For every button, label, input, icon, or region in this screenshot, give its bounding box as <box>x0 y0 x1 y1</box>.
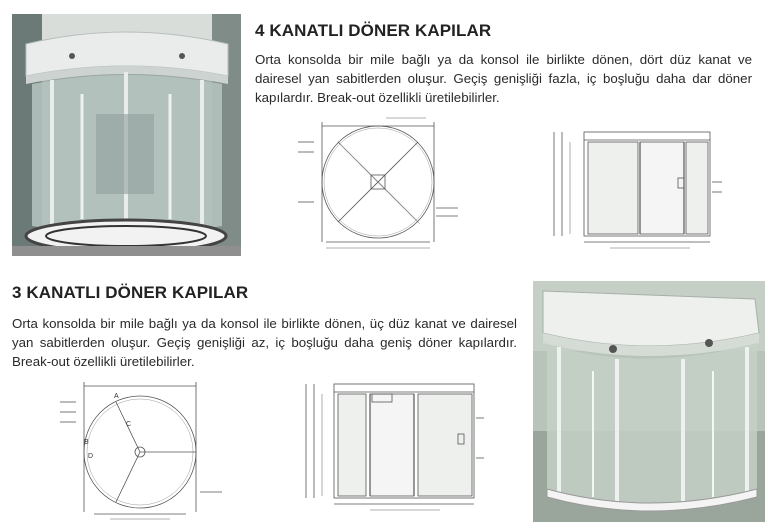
section-description-three-wing: Orta konsolda bir mile bağlı ya da konsol ile birlikte dönen, üç düz kanat ve dairesel yan sabitlerden oluşur. Geçiş genişliği az, iç boşluğu daha geniş döner kapılardır. Break-out özellikli üretilebilirler. <box>12 316 517 369</box>
four-wing-elevation-drawing <box>540 122 726 250</box>
three-wing-door-photo <box>533 281 765 522</box>
section-title-four-wing: 4 KANATLI DÖNER KAPILAR <box>255 21 492 40</box>
four-wing-plan-drawing <box>286 112 470 258</box>
label-a: A <box>114 393 119 400</box>
label-b: B <box>84 439 89 446</box>
four-wing-door-photo <box>12 14 241 256</box>
label-d: D <box>88 453 94 460</box>
section-description-four-wing: Orta konsolda bir mile bağlı ya da konsol ile birlikte dönen, dört düz kanat ve dairesel yan sabitlerden oluşur. Geçiş genişliği fazla, iç boşluğu daha dar döner kapılardır. Break-out özellikli üretilebilirler. <box>255 52 752 105</box>
three-wing-elevation-drawing <box>290 378 486 514</box>
section-title-three-wing: 3 KANATLI DÖNER KAPILAR <box>12 283 249 302</box>
three-wing-plan-drawing <box>50 382 228 522</box>
label-c: C <box>126 421 132 428</box>
